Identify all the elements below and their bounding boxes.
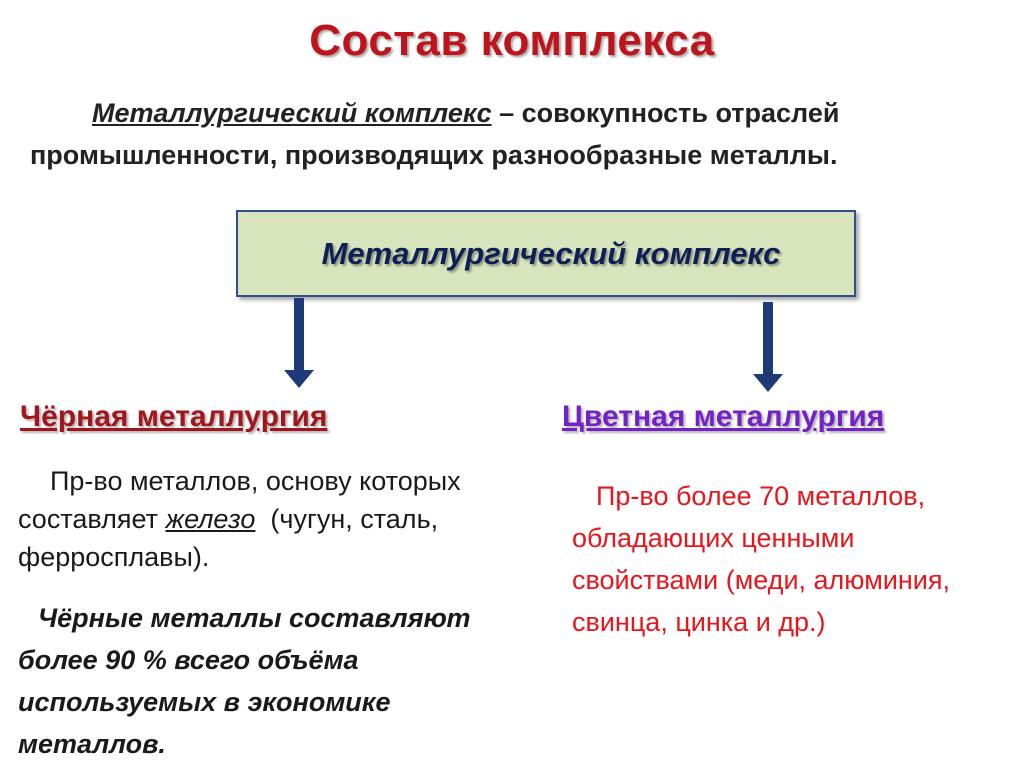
metallurgical-complex-box <box>236 210 856 297</box>
ferrous-description-start: Пр-во металлов, основу которых составляет <box>18 466 461 534</box>
nonferrous-description <box>572 475 1002 643</box>
definition-line-1 <box>30 92 990 134</box>
definition-line-2: промышленности, производящих разнообразные металлы. <box>30 140 838 170</box>
ferrous-description-end: (чугун, сталь, ферросплавы). <box>18 504 446 572</box>
definition <box>30 92 990 176</box>
ferrous-description <box>18 462 553 576</box>
main-box-label: Металлургический комплекс <box>321 235 781 271</box>
definition-text: совокупность отраслей <box>521 98 840 128</box>
ferrous-share-note <box>18 597 538 765</box>
nonferrous-description-text: Пр-во более 70 металлов, обладающих ценными свойствами (меди, алюминия, свинца, цинка и др.) <box>572 481 950 637</box>
nonferrous-metallurgy-heading: Цветная металлургия <box>562 400 885 433</box>
slide-title: Состав комплекса <box>309 16 715 65</box>
arrow-down-icon <box>284 298 316 390</box>
ferrous-keyword-iron: железо <box>165 504 256 534</box>
definition-dash: – <box>491 98 522 128</box>
ferrous-share-text: Чёрные металлы составляют более 90 % всего объёма используемых в экономике металлов. <box>18 603 471 759</box>
ferrous-metallurgy-heading: Чёрная металлургия <box>20 400 328 433</box>
arrow-down-icon <box>753 302 785 394</box>
definition-term: Металлургический комплекс <box>92 98 492 128</box>
